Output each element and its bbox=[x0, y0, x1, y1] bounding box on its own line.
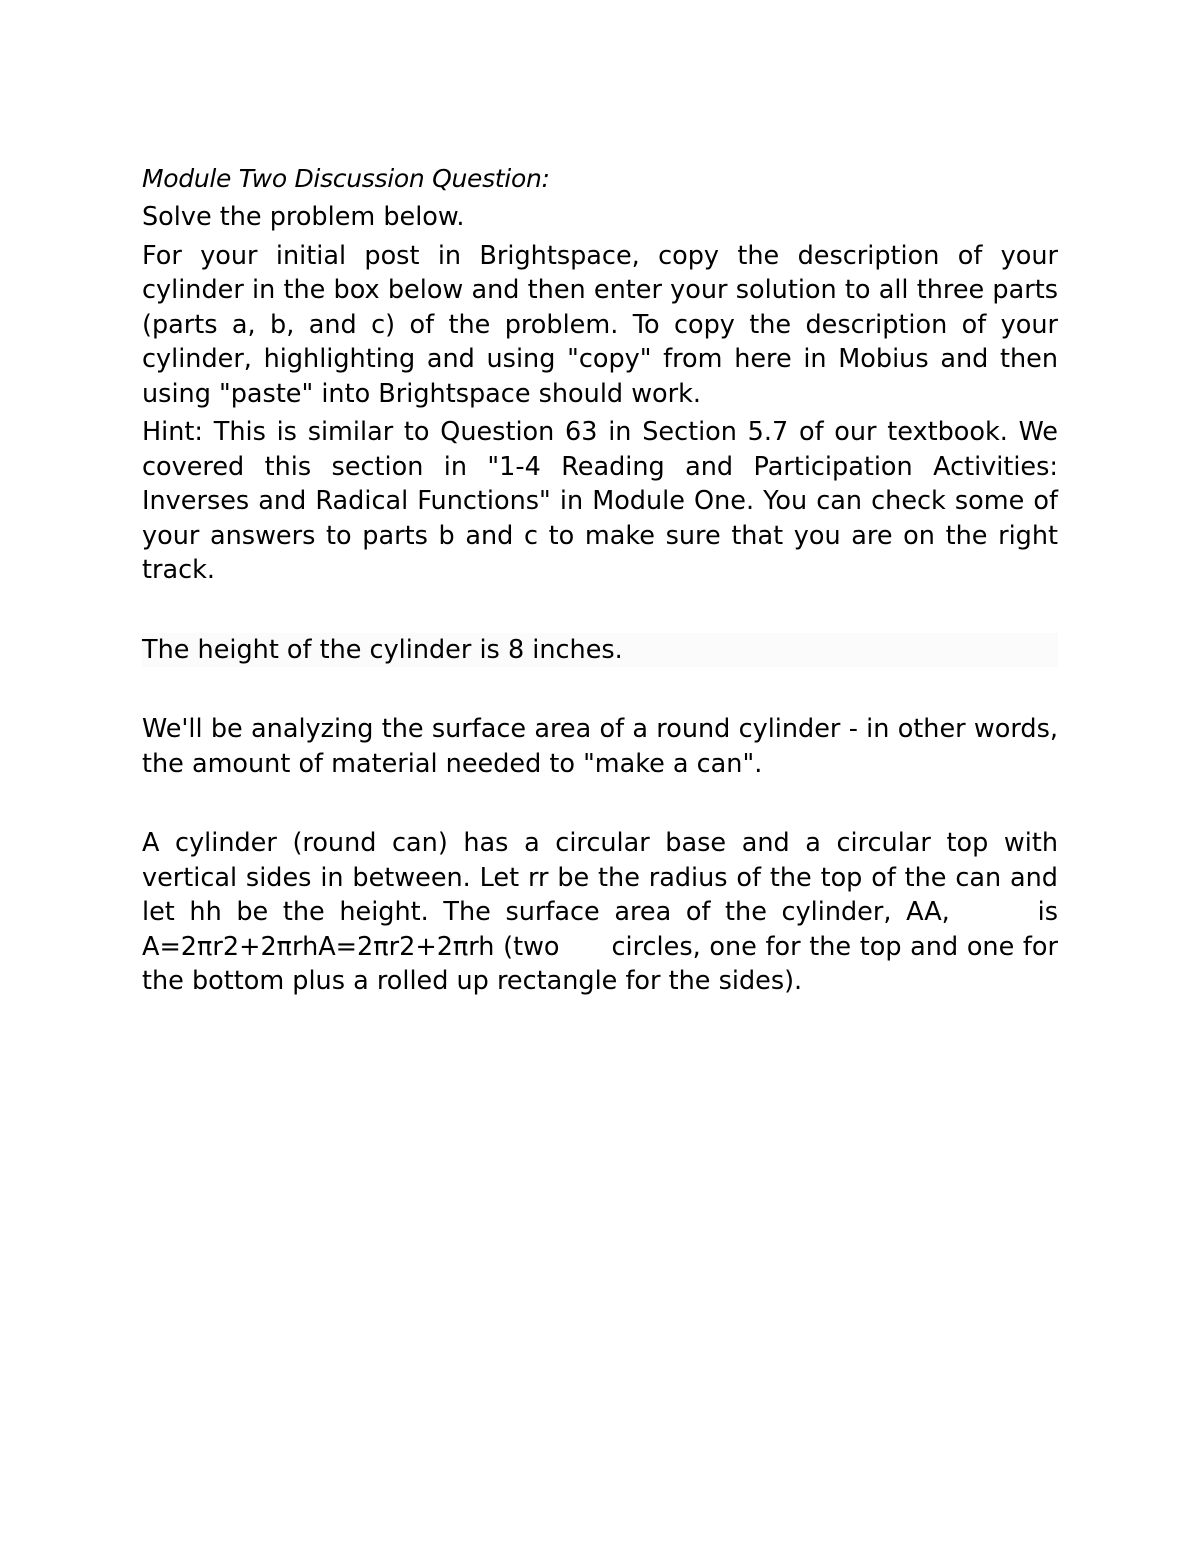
cylinder-description-paragraph: A cylinder (round can) has a circular base and a circular top with vertical sides in between. Let rr be the radius of the top of the can and let hh be the height. The surface area of the cylinder, AA, is A=2πr2+2πrhA=2πr2+2πrh (two circles, one for the top and one for the bottom plus a rolled up rectangle for the sides). bbox=[142, 828, 1067, 996]
hint-paragraph: Hint: This is similar to Question 63 in Section 5.7 of our textbook. We covered this section in "1-4 Reading and Participation Activities: Inverses and Radical Functions" in Module One. You can check some of your answers to parts b and c to make sure that you are on the right track. bbox=[142, 417, 1058, 585]
intro-paragraph: Solve the problem below. bbox=[142, 202, 465, 232]
instructions-paragraph: For your initial post in Brightspace, copy the description of your cylinder in the box below and then enter your solution to all three parts (parts a, b, and c) of the problem. To copy the description of your cylinder, highlighting and using "copy" from here in Mobius and then using "paste" into Brightspace should work. bbox=[142, 240, 1058, 409]
height-statement: The height of the cylinder is 8 inches. bbox=[142, 633, 1058, 668]
document-heading: Module Two Discussion Question: bbox=[142, 164, 550, 193]
surface-area-intro-paragraph: We'll be analyzing the surface area of a round cylinder - in other words, the amount of material needed to "make a can". bbox=[142, 714, 1058, 779]
document-page bbox=[142, 160, 1067, 999]
